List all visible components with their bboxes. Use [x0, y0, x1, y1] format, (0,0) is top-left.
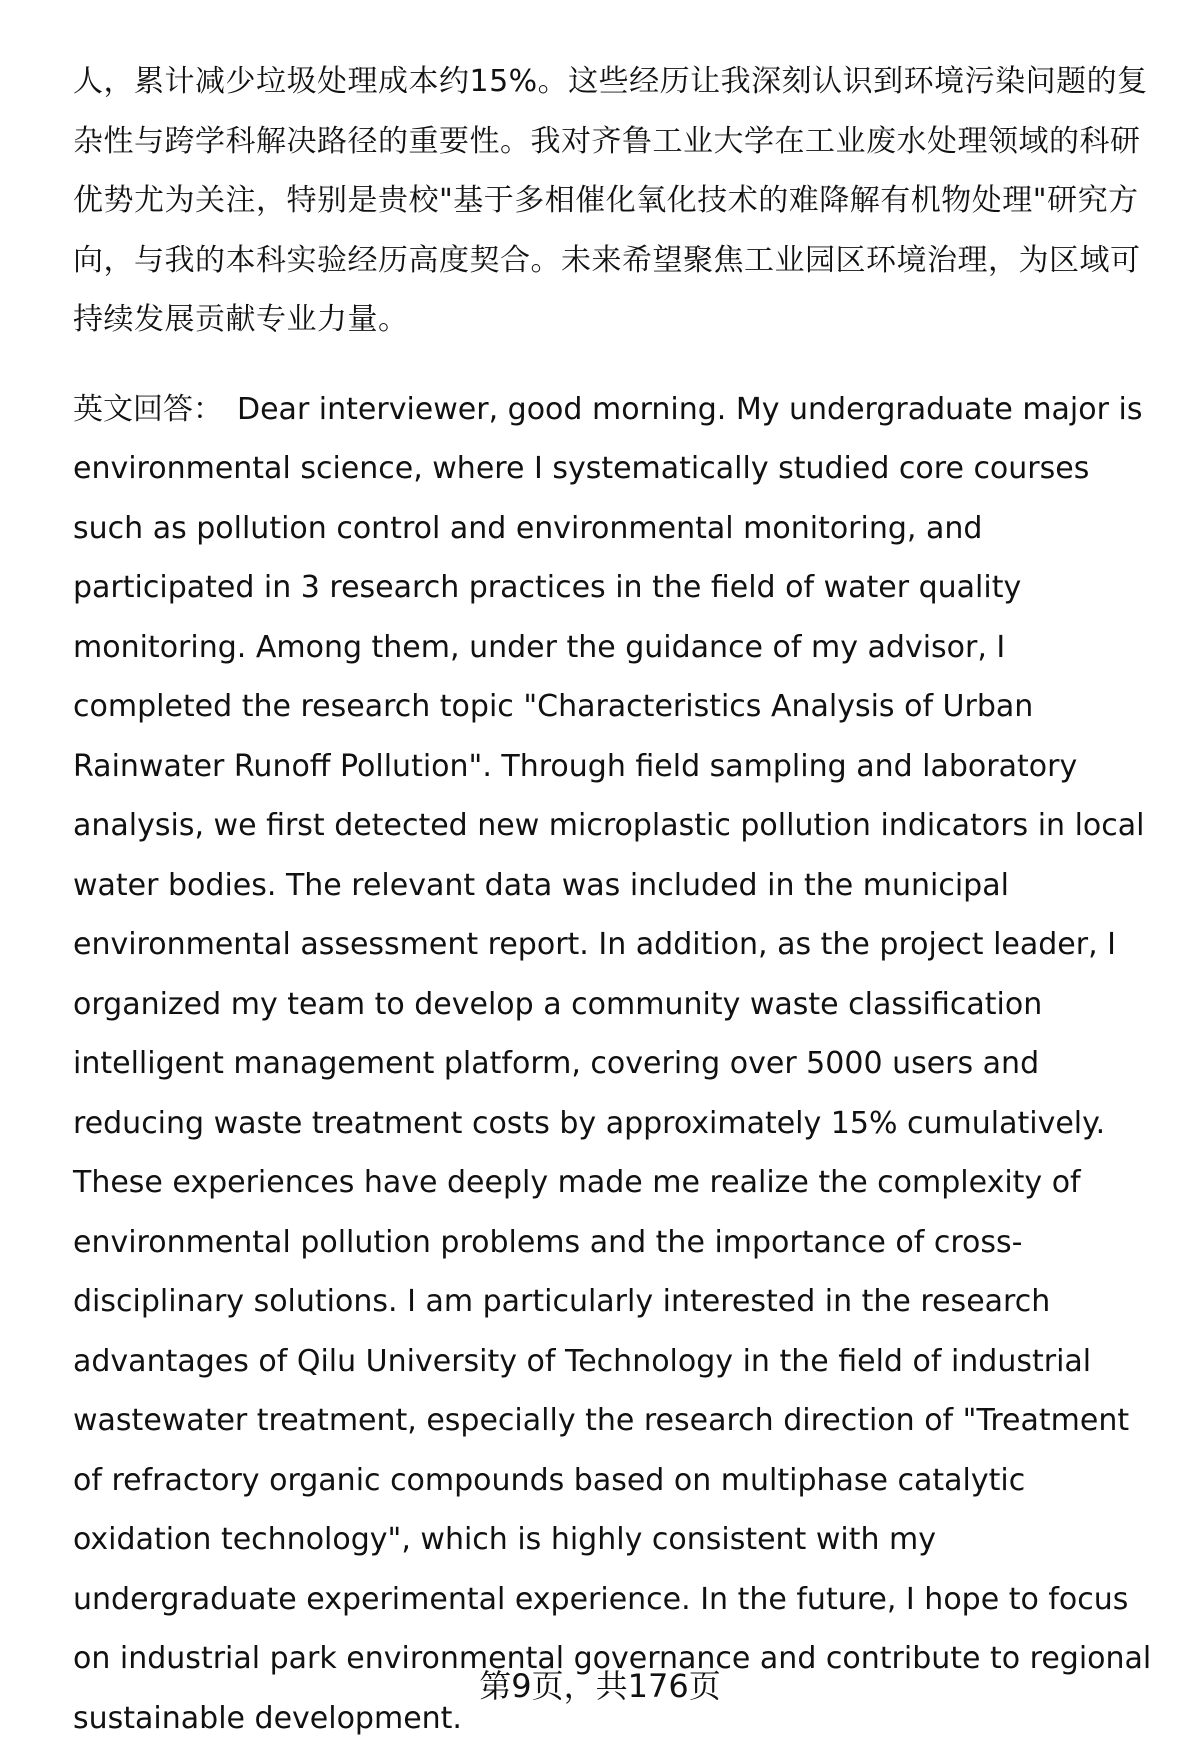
english-answer-label: 英文回答： — [73, 391, 223, 427]
chinese-paragraph: 人，累计减少垃圾处理成本约15%。这些经历让我深刻认识到环境污染问题的复杂性与跨学科解决路径的重要性。我对齐鲁工业大学在工业废水处理领域的科研优势尤为关注，特别是贵校"基于多相催化氧化技术的难降解有机物处理"研究方向，与我的本科实验经历高度契合。未来希望聚焦工业园区环境治理，为区域可持续发展贡献专业力量。 — [73, 64, 1148, 337]
document-body — [73, 52, 1153, 1748]
english-answer-paragraph — [73, 380, 1153, 1749]
english-answer-text: Dear interviewer, good morning. My undergraduate major is environmental science, where I systematically studied core courses such as pollution control and environmental monitoring, and participated in 3 research practices in the field of water quality monitoring. Among them, under the guidance of my advisor, I completed the research topic "Characteristics Analysis of Urban Rainwater Runoff Pollution". Through field sampling and laboratory analysis, we first detected new microplastic pollution indicators in local water bodies. The relevant data was included in the municipal environmental assessment report. In addition, as the project leader, I organized my team to develop a community waste classification intelligent management platform, covering over 5000 users and reducing waste treatment costs by approximately 15% cumulatively. These experiences have deeply made me realize the complexity of environmental pollution problems and the importance of cross-disciplinary solutions. I am particularly interested in the research advantages of Qilu University of Technology in the field of industrial wastewater treatment, especially the research direction of "Treatment of refractory organic compounds based on multiphase catalytic oxidation technology", which is highly consistent with my undergraduate experimental experience. In the future, I hope to focus on industrial park environmental governance and contribute to regional sustainable development. — [73, 391, 1152, 1736]
page-number-footer: 第9页，共176页 — [479, 1667, 721, 1705]
